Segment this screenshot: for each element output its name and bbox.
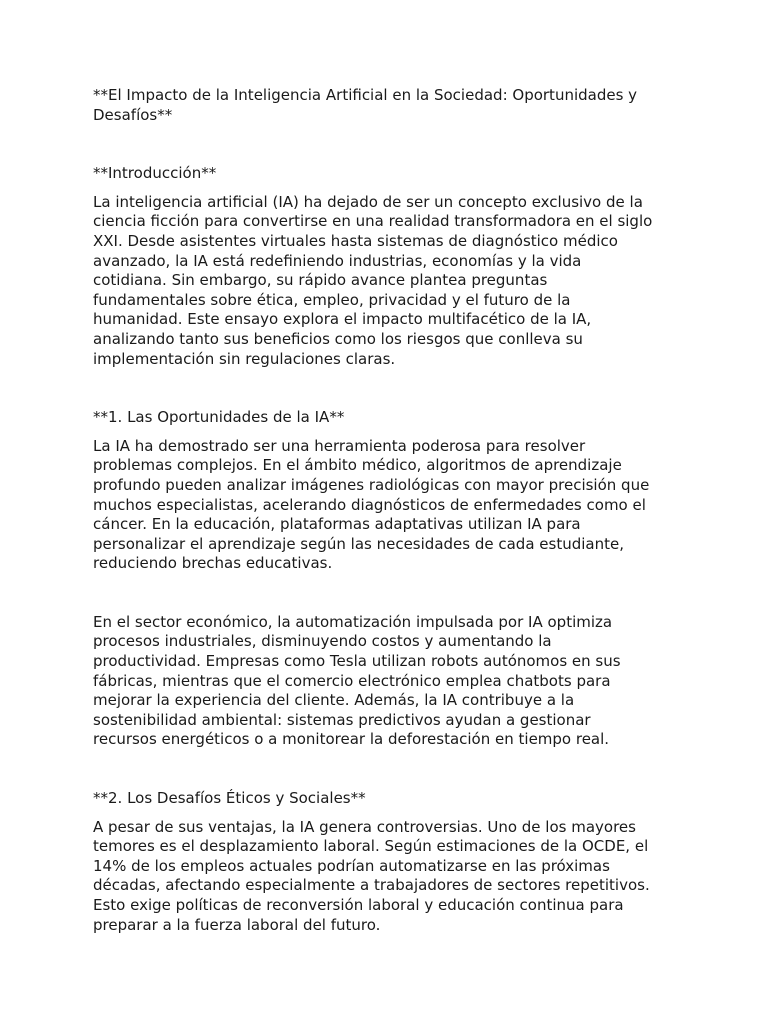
paragraph-oportunidades-2: En el sector económico, la automatización impulsada por IA optimiza procesos industriales, disminuyendo costos y aumentando la productividad. Empresas como Tesla utilizan robots autónomos en sus fábricas, mientras que el comercio electrónico emplea chatbots para mejorar la experiencia del cliente. Además, la IA contribuye a la sostenibilidad ambiental: sistemas predictivos ayudan a gestionar recursos energéticos o a monitorear la deforestación en tiempo real. xyxy=(93,612,621,749)
section-heading-introduccion: **Introducción** xyxy=(93,164,217,183)
section-heading-desafios: **2. Los Desafíos Éticos y Sociales** xyxy=(93,789,366,808)
document-title: **El Impacto de la Inteligencia Artificial en la Sociedad: Oportunidades y Desafíos** xyxy=(93,86,638,124)
paragraph-desafios-1: A pesar de sus ventajas, la IA genera controversias. Uno de los mayores temores es el desplazamiento laboral. Según estimaciones de la OCDE, el 14% de los empleos actuales podrían automatizarse en las próximas décadas, afectando especialmente a trabajadores de sectores repetitivos. Esto exige políticas de reconversión laboral y educación continua para preparar a la fuerza laboral del futuro. xyxy=(93,817,650,934)
paragraph-introduccion: La inteligencia artificial (IA) ha dejado de ser un concepto exclusivo de la ciencia ficción para convertirse en una realidad transformadora en el siglo XXI. Desde asistentes virtuales hasta sistemas de diagnóstico médico avanzado, la IA está redefiniendo industrias, economías y la vida cotidiana. Sin embargo, su rápido avance plantea preguntas fundamentales sobre ética, empleo, privacidad y el futuro de la humanidad. Este ensayo explora el impacto multifacético de la IA, analizando tanto sus beneficios como los riesgos que conlleva su implementación sin regulaciones claras. xyxy=(93,192,653,368)
paragraph-oportunidades-1: La IA ha demostrado ser una herramienta poderosa para resolver problemas complejos. En el ámbito médico, algoritmos de aprendizaje profundo pueden analizar imágenes radiológicas con mayor precisión que muchos especialistas, acelerando diagnósticos de enfermedades como el cáncer. En la educación, plataformas adaptativas utilizan IA para personalizar el aprendizaje según las necesidades de cada estudiante, reduciendo brechas educativas. xyxy=(93,436,650,573)
section-heading-oportunidades: **1. Las Oportunidades de la IA** xyxy=(93,408,345,427)
document-page xyxy=(93,86,683,935)
